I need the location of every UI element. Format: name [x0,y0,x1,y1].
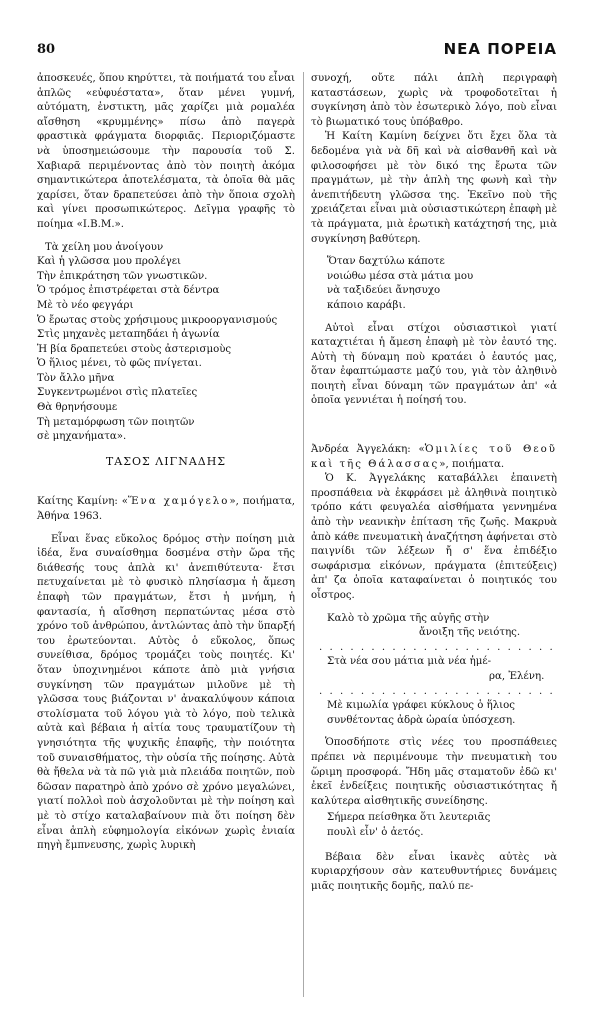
right-paragraph-1: συνοχή, οὔτε πάλι ἁπλὴ περιγραφὴ καταστάσεων, χωρὶς νὰ τροφοδοτεῖται ἡ συγκίνηση ἀπὸ τὸν ἐσωτερικὸ λόγο, ποὺ εἶναι τὸ βιωματικό τους ὑπόβαθρο. [311,73,557,128]
ellipsis-line: . . . . . . . . . . . . . . . . . . . . . . . [319,685,555,697]
poem-line: Μὲ κιμωλία γράφει κύκλους ὁ ἥλιος [327,700,516,712]
right-column [311,72,557,894]
poem-line: ρα, Ἐλένη. [489,670,545,682]
right-paragraph-4: Ὁ Κ. Ἀγγελάκης καταβάλλει ἐπαινετὴ προσπάθεια νὰ ἐκφράσει μὲ ἀληθινὰ ποιητικὸ τρόπο κάτι φευγαλέα αἰσθήματα γεννημένα ἀπὸ τὴν νεανικὴν ἐπίταση τῆς ζωῆς. Μακρυὰ ἀπὸ κάθε πνευματικὴ ἀναζήτηση ἀφήνεται στὸ παιγνίδι τῶν λέξεων ἤ σ' ἕνα ἐπιδέξιο σωφάρισμα εἰκόνων, πράγματα (ἐπιτεύξεις) ἀπ' ζα ὁποῖα καταφαίνεται ὁ ποιητικός του οἶστρος. [311,473,557,601]
poem-line: Τὴ μεταμόρφωση τῶν ποιητῶν [37,416,195,428]
poem-line: Καλὸ τὸ χρῶμα τῆς αὐγῆς στὴν [327,612,490,624]
poem-line: κάποιο καράβι. [327,299,406,311]
poem-line: Τὸν ἄλλο μῆνα [37,372,115,384]
poem-line: σὲ μηχανήματα». [37,431,127,443]
poem-line: ἄνοιξη τῆς νειότης. [419,627,521,639]
left-paragraph-1: ἀποσκευές, ὅπου κηρύττει, τὰ ποιήματά του εἶναι ἁπλῶς «εὐφυέστατα», ὅταν μένει γυμνή, αὐτόματη, ἐνστικτη, μᾶς χαρίζει μιὰ ρομαλέα αἴσθηση «κρυμμένης» πίσω ἀπὸ παγερὰ φραστικὰ φράγματα διορφιᾶς. Περιοριζόμαστε νὰ ὑποσημειώσουμε τὴν παρουσία τοῦ Σ. Χαβιαρᾶ περιμένοντας ἀπὸ τὸν ποιητὴ ἀκόμα σημαντικώτερα ἀποτελέσματα, τὰ ὁποῖα θὰ μᾶς χαρίσει, ὅταν δραπετεύσει ἀπὸ τὴν ὅποια σχολὴ καὶ γίνει προσωπικώτερος. Δεῖγμα γραφῆς τὸ ποίημα «I.B.M.». [37,73,295,230]
column-divider [303,72,304,997]
poem-line: Ὁ ἔρωτας στοὺς χρήσιμους μικροοργανισμούς [37,314,278,326]
poem-line: Συγκεντρωμένοι στὶς πλατεῖες [37,387,198,399]
running-title: ΝΕΑ ΠΟΡΕΙΑ [443,40,557,58]
poem-line: Ὅταν δαχτύλω κάποτε [327,256,445,268]
review-book-title: Ὁμιλίες τοῦ Θεοῦ καὶ τῆς Θάλασσας [311,444,558,470]
review-heading-kamini [37,495,295,524]
spacer [37,525,295,533]
poem-line: συνθέτοντας ἀδρὰ ὡραία ὑπόσχεση. [327,714,516,726]
poem-line: Θὰ θρηνήσουμε [37,402,118,414]
right-paragraph-2: Ἡ Καίτη Καμίνη δείχνει ὅτι ἔχει ὅλα τὰ δεδομένα γιὰ νὰ δῆ καὶ νὰ αἰσθανθῆ καὶ νὰ φιλοσοφήσει μὲ τὸν δικό της ἔρωτα τῶν πραγμάτων, μὲ τὴν ἁπλὴ της φωνὴ καὶ τὴν ἀνεπιτήδευτη γλῶσσα της. Ἐκεῖνο ποὺ τῆς χρειάζεται εἶναι μιὰ οὐσιαστικώτερη ἐπαφὴ μὲ τὰ πράγματα, μιὰ ἐρωτικὴ κατάχτησή της, μιὰ συγκίνηση βαθύτερη. [311,131,557,245]
review-meta: », ποιήματα. [439,458,505,470]
poem-line: νοιώθω μέσα στὰ μάτια μου [327,270,474,282]
right-paragraph-6: Βέβαια δὲν εἶναι ἱκανὲς αὐτὲς νὰ κυριαρχήσουν σὰν κατευθυντήριες δυνάμεις μιᾶς ποιητικῆς δομῆς, παλύ πε- [311,851,557,892]
spacer [311,409,557,437]
poem-line: Στὶς μηχανὲς μεταπηδάει ἡ ἀγωνία [37,329,220,341]
poem-line: Ὁ τρόμος ἐπιστρέφεται στὰ δέντρα [37,285,220,297]
poem-line: Καὶ ἡ γλῶσσα μου προλέγει [37,256,182,268]
poem-line: Ἡ βία δραπετεύει στοὺς ἀστερισμοὺς [37,343,232,355]
review-heading-angelaki [311,443,557,472]
poem-line: Ὁ ἥλιος μένει, τὸ φῶς πνίγεται. [37,358,202,370]
ibm-poem [37,241,295,445]
page-header [37,40,557,66]
left-paragraph-2: Εἶναι ἕνας εὔκολος δρόμος στὴν ποίηση μιὰ ἰδέα, ἕνα συναίσθημα δοσμένα στὴν ὥρα τῆς διάθεσής τους ἁπλὰ κι' ἀνεπιθύτευτα· ἔτσι πετυχαίνεται μὲ τὸ φυσικὸ πλησίασμα ἡ ἄμεση ἐπαφὴ τῶν πραγμάτων, ἔτσι ἡ μνήμη, ἡ φαντασία, ἡ αἴσθηση περπατώντας μέσα στὸ χρόνο τοῦ ἀνθρώπου, ἀντλώντας ἀπὸ τὴν ὕπαρξή του ἐρωτεύονται. Αὐτὸς ὁ εὔκολος, ὅπως συνείθισα, δρόμος τρομάζει τοὺς ποιητές. Κι' ὅταν ὑποχινημένοι κάποτε ἀπὸ μιὰ γνήσια συγκίνηση τῶν πραγμάτων μιλοῦνε μὲ τὴ γλῶσσα τους βιάζονται ν' ἀνακαλύψουν κάποια στολίσματα τοῦ λόγου γιὰ τὸ λόγο, ποὺ τελικὰ αὐτὰ καὶ βέβαια ἡ αἰτία τους τραυματίζουν τὴ γνησιότητα τῆς ψυχικῆς ἐπαφῆς, τὴν ποιότητα τοῦ συναισθήματος, τὴν οὐσία τῆς ποίησης. Αὐτὰ θὰ ἤθελα νὰ τὰ πῶ γιὰ μιὰ πλειάδα ποιητῶν, ποὺ δῶσαν παρατηρὸ ἀπὸ χρόνο σὲ χρόνο μεγαλώνει, γιατί πολλοὶ ποὺ ἀσχολοῦνται μὲ τὴν ποίηση καὶ μὲ τὸ στίχο καταλαβαίνουν πιὰ ὅτι ποίηση δὲν εἶναι ἁπλὴ εὐφημολογία εἰκόνων χωρὶς ἑνιαία πηγὴ ἔμπνευσης, χωρὶς λυρικὴ [37,533,295,852]
ellipsis-line: . . . . . . . . . . . . . . . . . . . . . . . [319,641,555,653]
poem-line: Σήμερα πείσθηκα ὅτι λευτεριᾶς πουλὶ εἶν' ὁ ἀετός. [327,812,491,838]
review-author: Ἀνδρέα Ἀγγελάκη: « [311,444,425,456]
poem-line: νὰ ταξιδεύει ἄνησυχο [327,285,441,297]
review-author: Καίτης Καμίνη: « [37,496,128,508]
poem-line: Τὴν ἐπικράτηση τῶν γνωστικῶν. [37,270,208,282]
right-paragraph-5: Ὁποσδήποτε στὶς νέες του προσπάθειες πρέπει νὰ περιμένουμε τὴν πνευματικὴ του ὥριμη προσφορά. Ἤδη μᾶς σταματοῦν ἐδῶ κι' ἐκεῖ ἐνδείξεις ποιητικῆς οὐσιαστικότητας ἤ καλύτερα αἰσθητικῆς συνείδησης. [311,737,557,807]
poem-line: Τὰ χείλη μου ἀνοίγουν [45,241,164,253]
right-paragraph-3: Αὐτοὶ εἶναι στίχοι οὐσιαστικοὶ γιατί καταχτιέται ἡ ἄμεση ἐπαφὴ μὲ τὸν ἑαυτό της. Αὐτὴ τὴ δύναμη ποὺ κρατάει ὁ ἑαυτός μας, ὅταν ἐφαπτώμαστε μαζύ του, γιὰ τὸν ἀληθινὸ ποιητὴ εἶναι δύναμη τῶν πραγμάτων ἀπ' «ἀ ὁποῖα γεννιέται ἡ ποίησή του. [311,322,557,407]
review-meta: », ποιήματα, Ἀθήνα 1963. [37,496,295,523]
angelaki-poem [311,612,557,729]
poem-line: Στὰ νέα σου μάτια μιὰ νέα ἡμέ- [327,656,492,668]
left-column [37,72,295,854]
angelaki-poem-2 [311,811,557,840]
kamini-poem [311,255,557,313]
review-book-title: Ἕνα χαμόγελο [127,496,230,508]
page-number: 80 [37,42,56,57]
poem-line: Μὲ τὸ νέο φεγγάρι [37,299,134,311]
author-signature: ΤΑΣΟΣ ΛΙΓΝΑΔΗΣ [105,454,227,468]
